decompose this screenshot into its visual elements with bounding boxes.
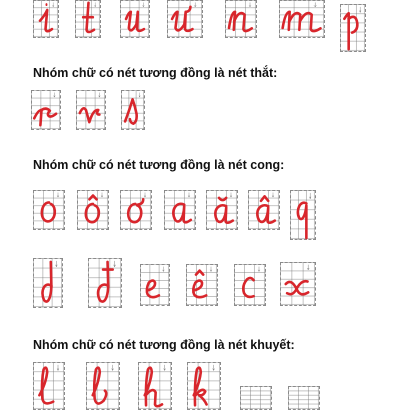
- stroke-order-arrow: [144, 193, 146, 198]
- stroke-order-arrow: [101, 193, 103, 198]
- letter-card-o-circumflex: [77, 190, 109, 230]
- letter-glyph: [235, 265, 265, 305]
- letter-stroke: [261, 196, 268, 201]
- stroke-order-arrow: [54, 93, 56, 98]
- stroke-order-arrow: [56, 261, 58, 267]
- stroke-order-arrow: [143, 2, 145, 6]
- letter-card-n: [225, 0, 257, 38]
- letter-stroke: [234, 13, 251, 31]
- letter-glyph: [226, 1, 256, 37]
- letter-glyph: [139, 363, 171, 409]
- letter-stroke: [196, 390, 207, 405]
- stroke-order-arrow: [52, 2, 53, 6]
- stroke-order-arrow: [272, 193, 274, 198]
- stroke-order-arrow: [213, 365, 215, 371]
- letter-stroke: [196, 271, 203, 275]
- letter-stroke: [147, 281, 159, 298]
- letter-card-d-stroke: [88, 258, 122, 308]
- letter-stroke: [300, 13, 320, 31]
- letter-card-u: [120, 0, 150, 38]
- letter-card-r: [31, 90, 61, 130]
- letter-card-a: [164, 190, 196, 230]
- stroke-order-arrow: [164, 365, 166, 371]
- letter-card-q: [290, 190, 316, 240]
- letter-card-u-horn: [167, 0, 203, 38]
- letter-card-i: [33, 0, 59, 38]
- stroke-order-arrow: [99, 93, 101, 98]
- stroke-order-arrow: [188, 193, 190, 198]
- stroke-order-arrow: [139, 93, 140, 98]
- stroke-order-arrow: [309, 193, 310, 199]
- letter-stroke: [173, 204, 190, 223]
- letter-stroke: [39, 368, 53, 404]
- letter-card-k: [187, 362, 221, 410]
- letter-stroke: [257, 205, 274, 222]
- letter-glyph: [122, 91, 144, 129]
- letter-card-x: [280, 262, 316, 306]
- letter-stroke: [193, 281, 206, 298]
- stroke-order-arrow: [359, 7, 360, 13]
- stroke-order-arrow: [194, 2, 196, 6]
- letter-stroke: [98, 285, 108, 302]
- letter-stroke: [51, 262, 52, 287]
- letter-card-o: [33, 190, 65, 230]
- letter-stroke: [243, 278, 253, 297]
- letter-card-a-circumflex: [248, 190, 280, 230]
- stroke-order-arrow: [94, 2, 95, 6]
- letter-stroke: [125, 99, 137, 123]
- letter-card-empty-1: [240, 386, 272, 410]
- letter-glyph: [121, 191, 151, 229]
- heading-net-cong: Nhóm chữ có nét tương đồng là nét cong:: [33, 158, 285, 172]
- letter-glyph: [141, 265, 169, 305]
- letter-glyph: [32, 91, 60, 129]
- letter-glyph: [291, 191, 315, 239]
- letter-stroke: [108, 262, 109, 287]
- letter-glyph: [168, 1, 202, 37]
- letter-card-b: [86, 362, 120, 410]
- letter-card-o-horn: [120, 190, 152, 230]
- letter-stroke: [298, 203, 307, 238]
- letter-glyph: [165, 191, 195, 229]
- stroke-order-arrow: [210, 267, 212, 272]
- stroke-order-arrow: [112, 365, 114, 371]
- letter-card-empty-2: [288, 386, 320, 410]
- letter-glyph: [89, 259, 121, 307]
- letter-stroke: [219, 198, 226, 200]
- letter-glyph: [76, 1, 100, 37]
- heading-net-khuyet: Nhóm chữ có nét tương đồng là nét khuyết:: [33, 338, 295, 352]
- letter-stroke: [42, 202, 55, 221]
- letter-stroke: [126, 12, 144, 31]
- letter-glyph: [34, 1, 58, 37]
- letter-stroke: [147, 390, 162, 406]
- letter-card-p: [340, 4, 366, 52]
- letter-stroke: [80, 108, 100, 122]
- letter-card-l: [33, 362, 65, 410]
- letter-stroke: [349, 17, 358, 33]
- letter-card-d: [33, 258, 63, 308]
- stroke-order-arrow: [258, 267, 260, 272]
- letter-glyph: [249, 191, 279, 229]
- letter-stroke: [128, 204, 141, 222]
- letter-stroke: [172, 12, 192, 31]
- stroke-order-arrow: [314, 2, 317, 6]
- letter-glyph: [78, 191, 108, 229]
- letter-card-h: [138, 362, 172, 410]
- letter-stroke: [42, 109, 57, 117]
- stroke-order-arrow: [57, 365, 59, 371]
- letter-glyph: [34, 259, 62, 307]
- stroke-order-arrow: [307, 265, 309, 270]
- letter-glyph: [207, 191, 237, 229]
- letter-dot: [46, 3, 48, 6]
- letter-stroke: [42, 285, 51, 302]
- letter-glyph: [188, 363, 220, 409]
- stroke-order-arrow: [230, 193, 232, 198]
- stroke-order-arrow: [249, 2, 251, 6]
- heading-net-that: Nhóm chữ có nét tương đồng là nét thắt:: [33, 66, 278, 80]
- letter-stroke: [40, 10, 52, 31]
- letter-glyph: [87, 363, 119, 409]
- letter-stroke: [89, 196, 96, 200]
- letter-glyph: [121, 1, 149, 37]
- letter-stroke: [86, 204, 99, 222]
- letter-stroke: [34, 110, 41, 125]
- letter-stroke: [93, 368, 106, 404]
- letter-glyph: [34, 191, 64, 229]
- stroke-order-arrow: [163, 267, 165, 272]
- letter-glyph: [281, 263, 315, 305]
- letter-glyph: [280, 1, 324, 37]
- letter-card-a-breve: [206, 190, 238, 230]
- letter-glyph: [341, 5, 365, 51]
- letter-card-v: [76, 90, 106, 130]
- letter-glyph: [34, 363, 64, 409]
- letter-card-s: [121, 90, 145, 130]
- letter-card-t: [75, 0, 101, 38]
- letter-stroke: [215, 205, 232, 222]
- letter-card-e: [140, 264, 170, 306]
- letter-stroke: [186, 7, 190, 12]
- letter-card-m: [279, 0, 325, 38]
- letter-stroke: [290, 13, 301, 30]
- stroke-order-arrow: [114, 261, 116, 267]
- letter-glyph: [77, 91, 105, 129]
- letter-glyph: [187, 265, 217, 305]
- letter-card-c: [234, 264, 266, 306]
- stroke-order-arrow: [57, 193, 59, 198]
- letter-stroke: [138, 199, 143, 204]
- letter-card-e-circumflex: [186, 264, 218, 306]
